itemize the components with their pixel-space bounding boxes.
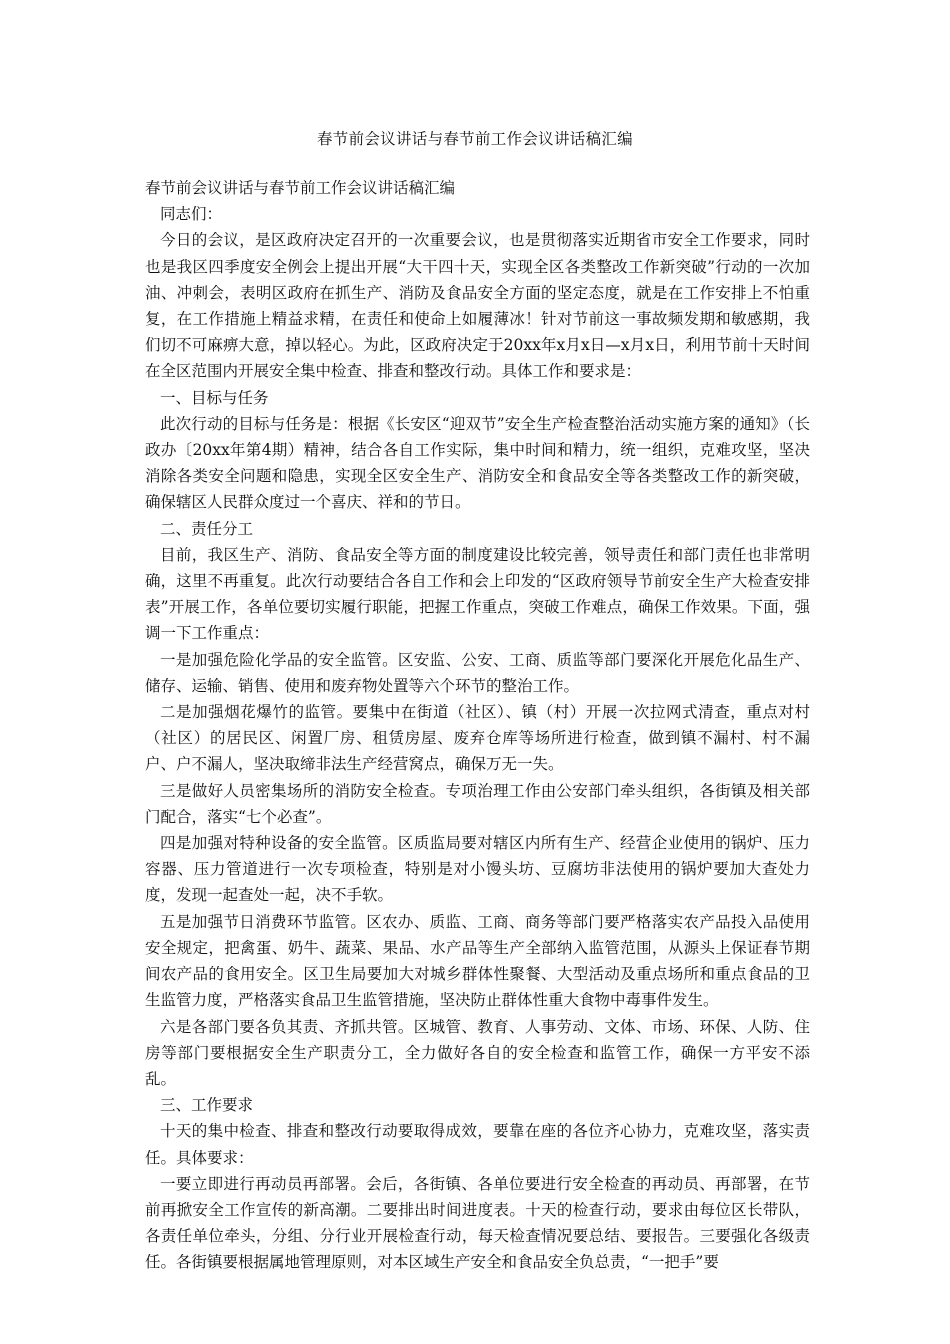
paragraph: 一要立即进行再动员再部署。会后，各街镇、各单位要进行安全检查的再动员、再部署，在节前再掀安全工作宣传的新高潮。二要排出时间进度表。十天的检查行动，要求由每位区长带队，各责任单位牵头，分组、分行业开展检查行动，每天检查情况要总结、要报告。三要强化各级责任。各街镇要根据属地管理原则，对本区域生产安全和食品安全负总责，“一把手”要	[145, 1174, 810, 1272]
paragraph: 十天的集中检查、排查和整改行动要取得成效，要靠在座的各位齐心协力，克难攻坚，落实责任。具体要求：	[145, 1122, 810, 1167]
paragraph: 目前，我区生产、消防、食品安全等方面的制度建设比较完善，领导责任和部门责任也非常明确，这里不再重复。此次行动要结合各自工作和会上印发的“区政府领导节前安全生产大检查安排表”开展工作，各单位要切实履行职能，把握工作重点，突破工作难点，确保工作效果。下面，强调一下工作重点：	[145, 545, 810, 643]
paragraph: 三是做好人员密集场所的消防安全检查。专项治理工作由公安部门牵头组织，各街镇及相关部门配合，落实“七个必查”。	[145, 781, 810, 826]
document-title: 春节前会议讲话与春节前工作会议讲话稿汇编	[316, 130, 633, 148]
section-heading: 三、工作要求	[160, 1096, 254, 1115]
paragraph: 二是加强烟花爆竹的监管。要集中在街道（社区）、镇（村）开展一次拉网式清查，重点对村（社区）的居民区、闲置厂房、租赁房屋、废弃仓库等场所进行检查，做到镇不漏村、村不漏户、户不漏人，坚决取缔非法生产经营窝点，确保万无一失。	[145, 703, 810, 774]
section-heading: 一、目标与任务	[160, 388, 269, 407]
document-subtitle: 春节前会议讲话与春节前工作会议讲话稿汇编	[145, 179, 456, 197]
document-body	[145, 175, 810, 1276]
paragraph: 五是加强节日消费环节监管。区农办、质监、工商、商务等部门要严格落实农产品投入品使用安全规定，把禽蛋、奶牛、蔬菜、果品、水产品等生产全部纳入监管范围，从源头上保证春节期间农产品的食用安全。区卫生局要加大对城乡群体性聚餐、大型活动及重点场所和重点食品的卫生监管力度，严格落实食品卫生监管措施，坚决防止群体性重大食物中毒事件发生。	[145, 912, 810, 1010]
paragraph: 一是加强危险化学品的安全监管。区安监、公安、工商、质监等部门要深化开展危化品生产、储存、运输、销售、使用和废弃物处置等六个环节的整治工作。	[145, 650, 810, 695]
paragraph: 此次行动的目标与任务是：根据《长安区“迎双节”安全生产检查整治活动实施方案的通知》（长政办〔20xx年第4期）精神，结合各自工作实际，集中时间和精力，统一组织，克难攻坚，坚决消除各类安全问题和隐患，实现全区安全生产、消防安全和食品安全等各类整改工作的新突破，确保辖区人民群众度过一个喜庆、祥和的节日。	[145, 414, 810, 512]
paragraph-salutation: 同志们：	[160, 205, 223, 224]
paragraph: 今日的会议，是区政府决定召开的一次重要会议，也是贯彻落实近期省市安全工作要求，同时也是我区四季度安全例会上提出开展“大干四十天，实现全区各类整改工作新突破”行动的一次加油、冲刺会，表明区政府在抓生产、消防及食品安全方面的坚定态度，就是在工作安排上不怕重复，在工作措施上精益求精，在责任和使命上如履薄冰！针对节前这一事故频发期和敏感期，我们切不可麻痹大意，掉以轻心。为此，区政府决定于20xx年x月x日—x月x日，利用节前十天时间在全区范围内开展安全集中检查、排查和整改行动。具体工作和要求是：	[145, 231, 810, 381]
paragraph: 四是加强对特种设备的安全监管。区质监局要对辖区内所有生产、经营企业使用的锅炉、压力容器、压力管道进行一次专项检查，特别是对小馒头坊、豆腐坊非法使用的锅炉要加大查处力度，发现一起查处一起，决不手软。	[145, 834, 810, 905]
section-heading: 二、责任分工	[160, 519, 254, 538]
paragraph: 六是各部门要各负其责、齐抓共管。区城管、教育、人事劳动、文体、市场、环保、人防、住房等部门要根据安全生产职责分工，全力做好各自的安全检查和监管工作，确保一方平安不添乱。	[145, 1017, 810, 1088]
